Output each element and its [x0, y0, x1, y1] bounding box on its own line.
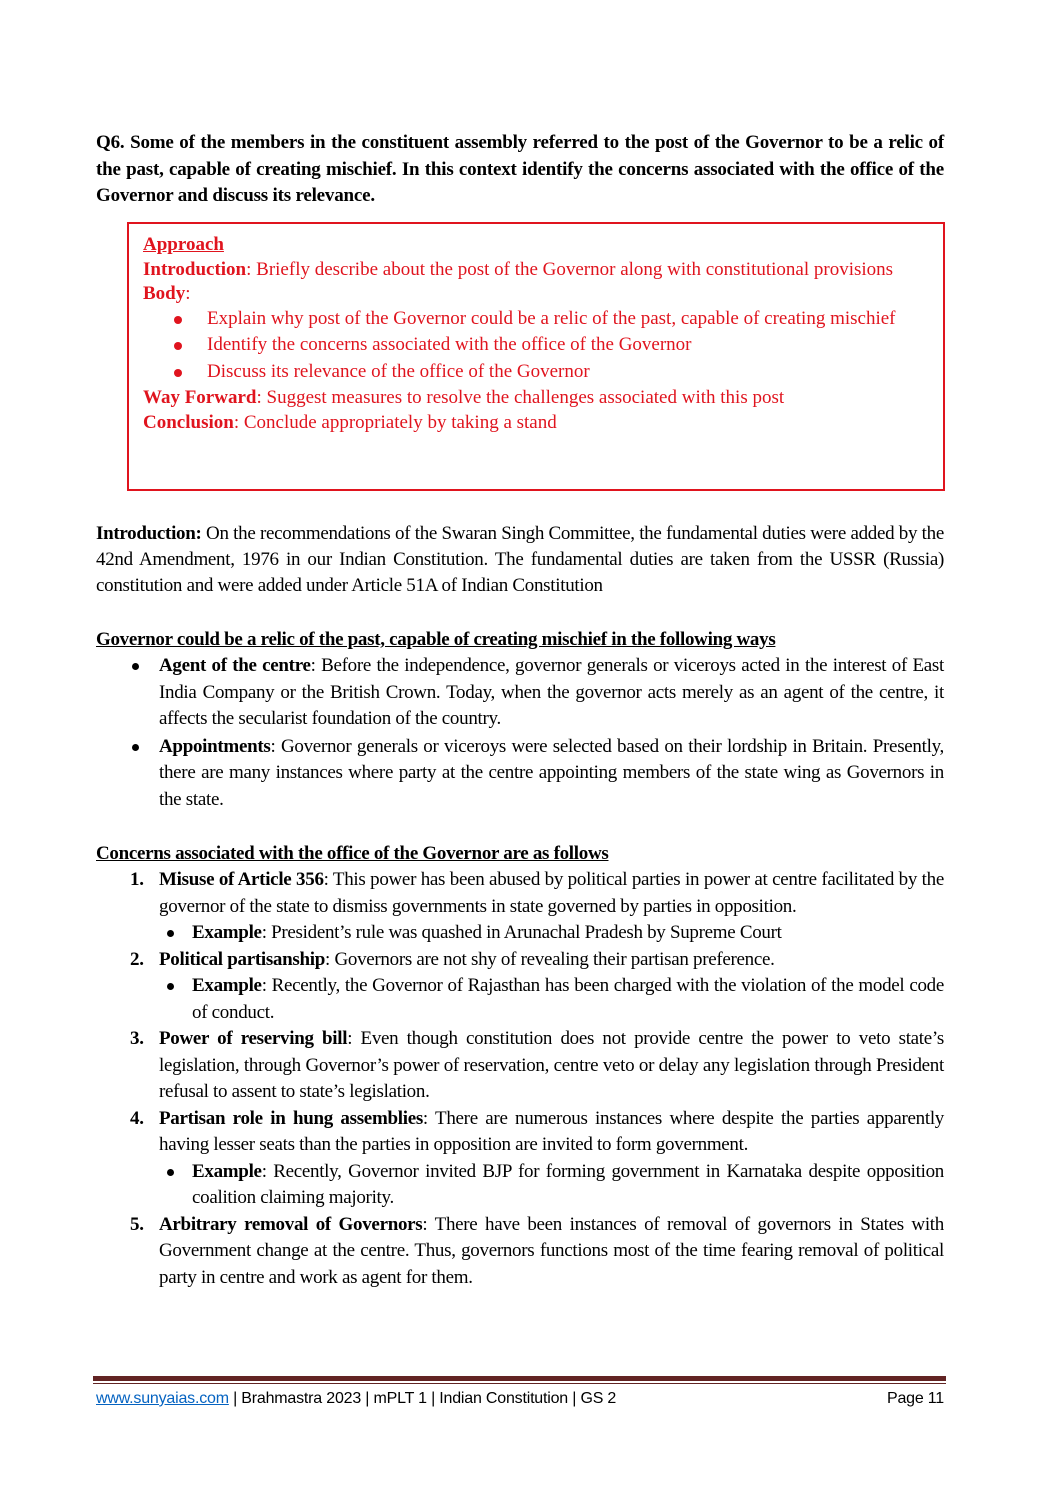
concern-item: [96, 947, 944, 1027]
introduction-text: On the recommendations of the Swaran Singh Committee, the fundamental duties were added by the 42nd Amendment, 1976 in our Indian Constitution. The fundamental duties are taken from the USSR (Russia) constitution and were added under Article 51A of Indian Constitution: [96, 523, 944, 596]
concern-label: Power of reserving bill: [159, 1028, 348, 1049]
concern-item: [96, 1212, 944, 1292]
website-link[interactable]: www.sunyaias.com: [96, 1390, 229, 1407]
relic-list: [96, 653, 944, 814]
relic-item-text: : Governor generals or viceroys were selected based on their lordship in Britain. Presently, there are many instances where party at the centre appointing members of the state wing as Governors in the state.: [159, 735, 944, 810]
concern-label: Partisan role in hung assemblies: [159, 1107, 423, 1129]
relic-item: [96, 653, 944, 733]
approach-conclusion-text: : Conclude appropriately by taking a stand: [233, 411, 557, 433]
approach-introduction: [143, 258, 930, 283]
approach-body-label: Body: [143, 283, 186, 304]
relic-item-label: Agent of the centre: [159, 655, 311, 676]
approach-way-forward: [143, 386, 930, 411]
footer-info: | Brahmastra 2023 | mPLT 1 | Indian Constitution | GS 2: [228, 1390, 617, 1407]
approach-title: Approach: [143, 234, 224, 255]
concern-label: Misuse of Article 356: [159, 869, 324, 890]
approach-body-item-text: Explain why post of the Governor could be a relic of the past, capable of creating mischief: [207, 307, 896, 329]
concern-item: [96, 1106, 944, 1212]
approach-body-item: [143, 333, 930, 358]
footer-divider-thick: [93, 1376, 946, 1381]
bullet-icon: [167, 983, 174, 990]
bullet-icon: [174, 369, 182, 377]
concern-text: : This power has been abused by political parties in power at centre facilitated by the governor of the state to dismiss governments in state governed by parties in opposition.: [159, 869, 944, 917]
example-text: : Recently, Governor invited BJP for forming government in Karnataka despite opposition coalition claiming majority.: [192, 1160, 944, 1208]
relic-section-heading: Governor could be a relic of the past, capable of creating mischief in the following ways: [96, 629, 776, 650]
example-text: : President’s rule was quashed in Arunachal Pradesh by Supreme Court: [261, 922, 782, 943]
concern-example: [159, 920, 944, 947]
relic-item-text: : Before the independence, governor generals or viceroys acted in the interest of East India Company or the British Crown. Today, when the governor acts merely as an agent of the centre, it affects the secularist foundation of the country.: [159, 655, 944, 729]
approach-body-item-text: Identify the concerns associated with the office of the Governor: [207, 334, 692, 355]
concern-text: : There have been instances of removal of governors in States with Government change at the centre. Thus, governors functions most of the time fearing removal of political party in centre and work as agent for them.: [159, 1213, 944, 1288]
concern-number: 2.: [130, 948, 144, 970]
approach-body-item: [143, 307, 930, 332]
concern-number: 5.: [130, 1213, 144, 1235]
approach-body-list: [143, 307, 930, 385]
approach-body-item-text: Discuss its relevance of the office of the Governor: [207, 360, 590, 382]
concern-example: [159, 1159, 944, 1212]
approach-conclusion-label: Conclusion: [143, 411, 234, 433]
example-text: : Recently, the Governor of Rajasthan has been charged with the violation of the model code of conduct.: [192, 975, 944, 1023]
concern-label: Political partisanship: [159, 948, 326, 970]
bullet-icon: [167, 1169, 174, 1176]
concern-label: Arbitrary removal of Governors: [159, 1213, 423, 1235]
question-text: Some of the members in the constituent assembly referred to the post of the Governor to be a relic of the past, capable of creating mischief. In this context identify the concerns associated with the office of the Governor and discuss its relevance.: [96, 132, 944, 206]
example-label: Example: [192, 922, 262, 943]
bullet-icon: [132, 663, 139, 670]
approach-body: [143, 282, 930, 307]
concern-example-list: [159, 920, 944, 947]
example-label: Example: [192, 975, 262, 996]
question-label: Q6.: [96, 132, 125, 153]
relic-item: [96, 734, 944, 814]
approach-way-forward-label: Way Forward: [143, 387, 257, 408]
approach-box: [127, 222, 945, 491]
concerns-section-heading: Concerns associated with the office of the Governor are as follows: [96, 843, 609, 864]
concern-example: [159, 973, 944, 1026]
approach-body-colon: :: [185, 283, 191, 304]
approach-introduction-label: Introduction: [143, 258, 247, 280]
approach-introduction-text: : Briefly describe about the post of the Governor along with constitutional provisions: [246, 258, 894, 280]
concern-text: : Even though constitution does not provide centre the power to veto state’s legislation, through Governor’s power of reservation, centre veto or delay any legislation through President refusal to assent to state’s legislation.: [159, 1028, 944, 1102]
concern-number: 1.: [130, 869, 144, 890]
bullet-icon: [132, 744, 139, 751]
approach-way-forward-text: : Suggest measures to resolve the challenges associated with this post: [256, 387, 785, 408]
example-label: Example: [192, 1160, 262, 1182]
concern-number: 4.: [130, 1107, 144, 1129]
concern-number: 3.: [130, 1028, 144, 1049]
bullet-icon: [174, 342, 182, 350]
relic-item-label: Appointments: [159, 735, 271, 757]
concern-item: [96, 1026, 944, 1106]
concern-text: : There are numerous instances where despite the parties apparently having lesser seats than the parties in opposition are invited to form government.: [159, 1107, 944, 1155]
concern-example-list: [159, 973, 944, 1026]
introduction-paragraph: [96, 521, 944, 599]
question: [96, 130, 944, 210]
concern-text: : Governors are not shy of revealing their partisan preference.: [325, 948, 775, 970]
introduction-label: Introduction:: [96, 523, 202, 544]
approach-body-item: [143, 360, 930, 385]
approach-conclusion: [143, 411, 930, 436]
concern-example-list: [159, 1159, 944, 1212]
page-number: Page 11: [886, 1390, 944, 1407]
footer-divider-thin: [93, 1383, 946, 1384]
bullet-icon: [167, 930, 174, 937]
concern-item: [96, 867, 944, 947]
bullet-icon: [174, 316, 182, 324]
concerns-list: [96, 867, 944, 1291]
page-footer: [96, 1388, 944, 1410]
